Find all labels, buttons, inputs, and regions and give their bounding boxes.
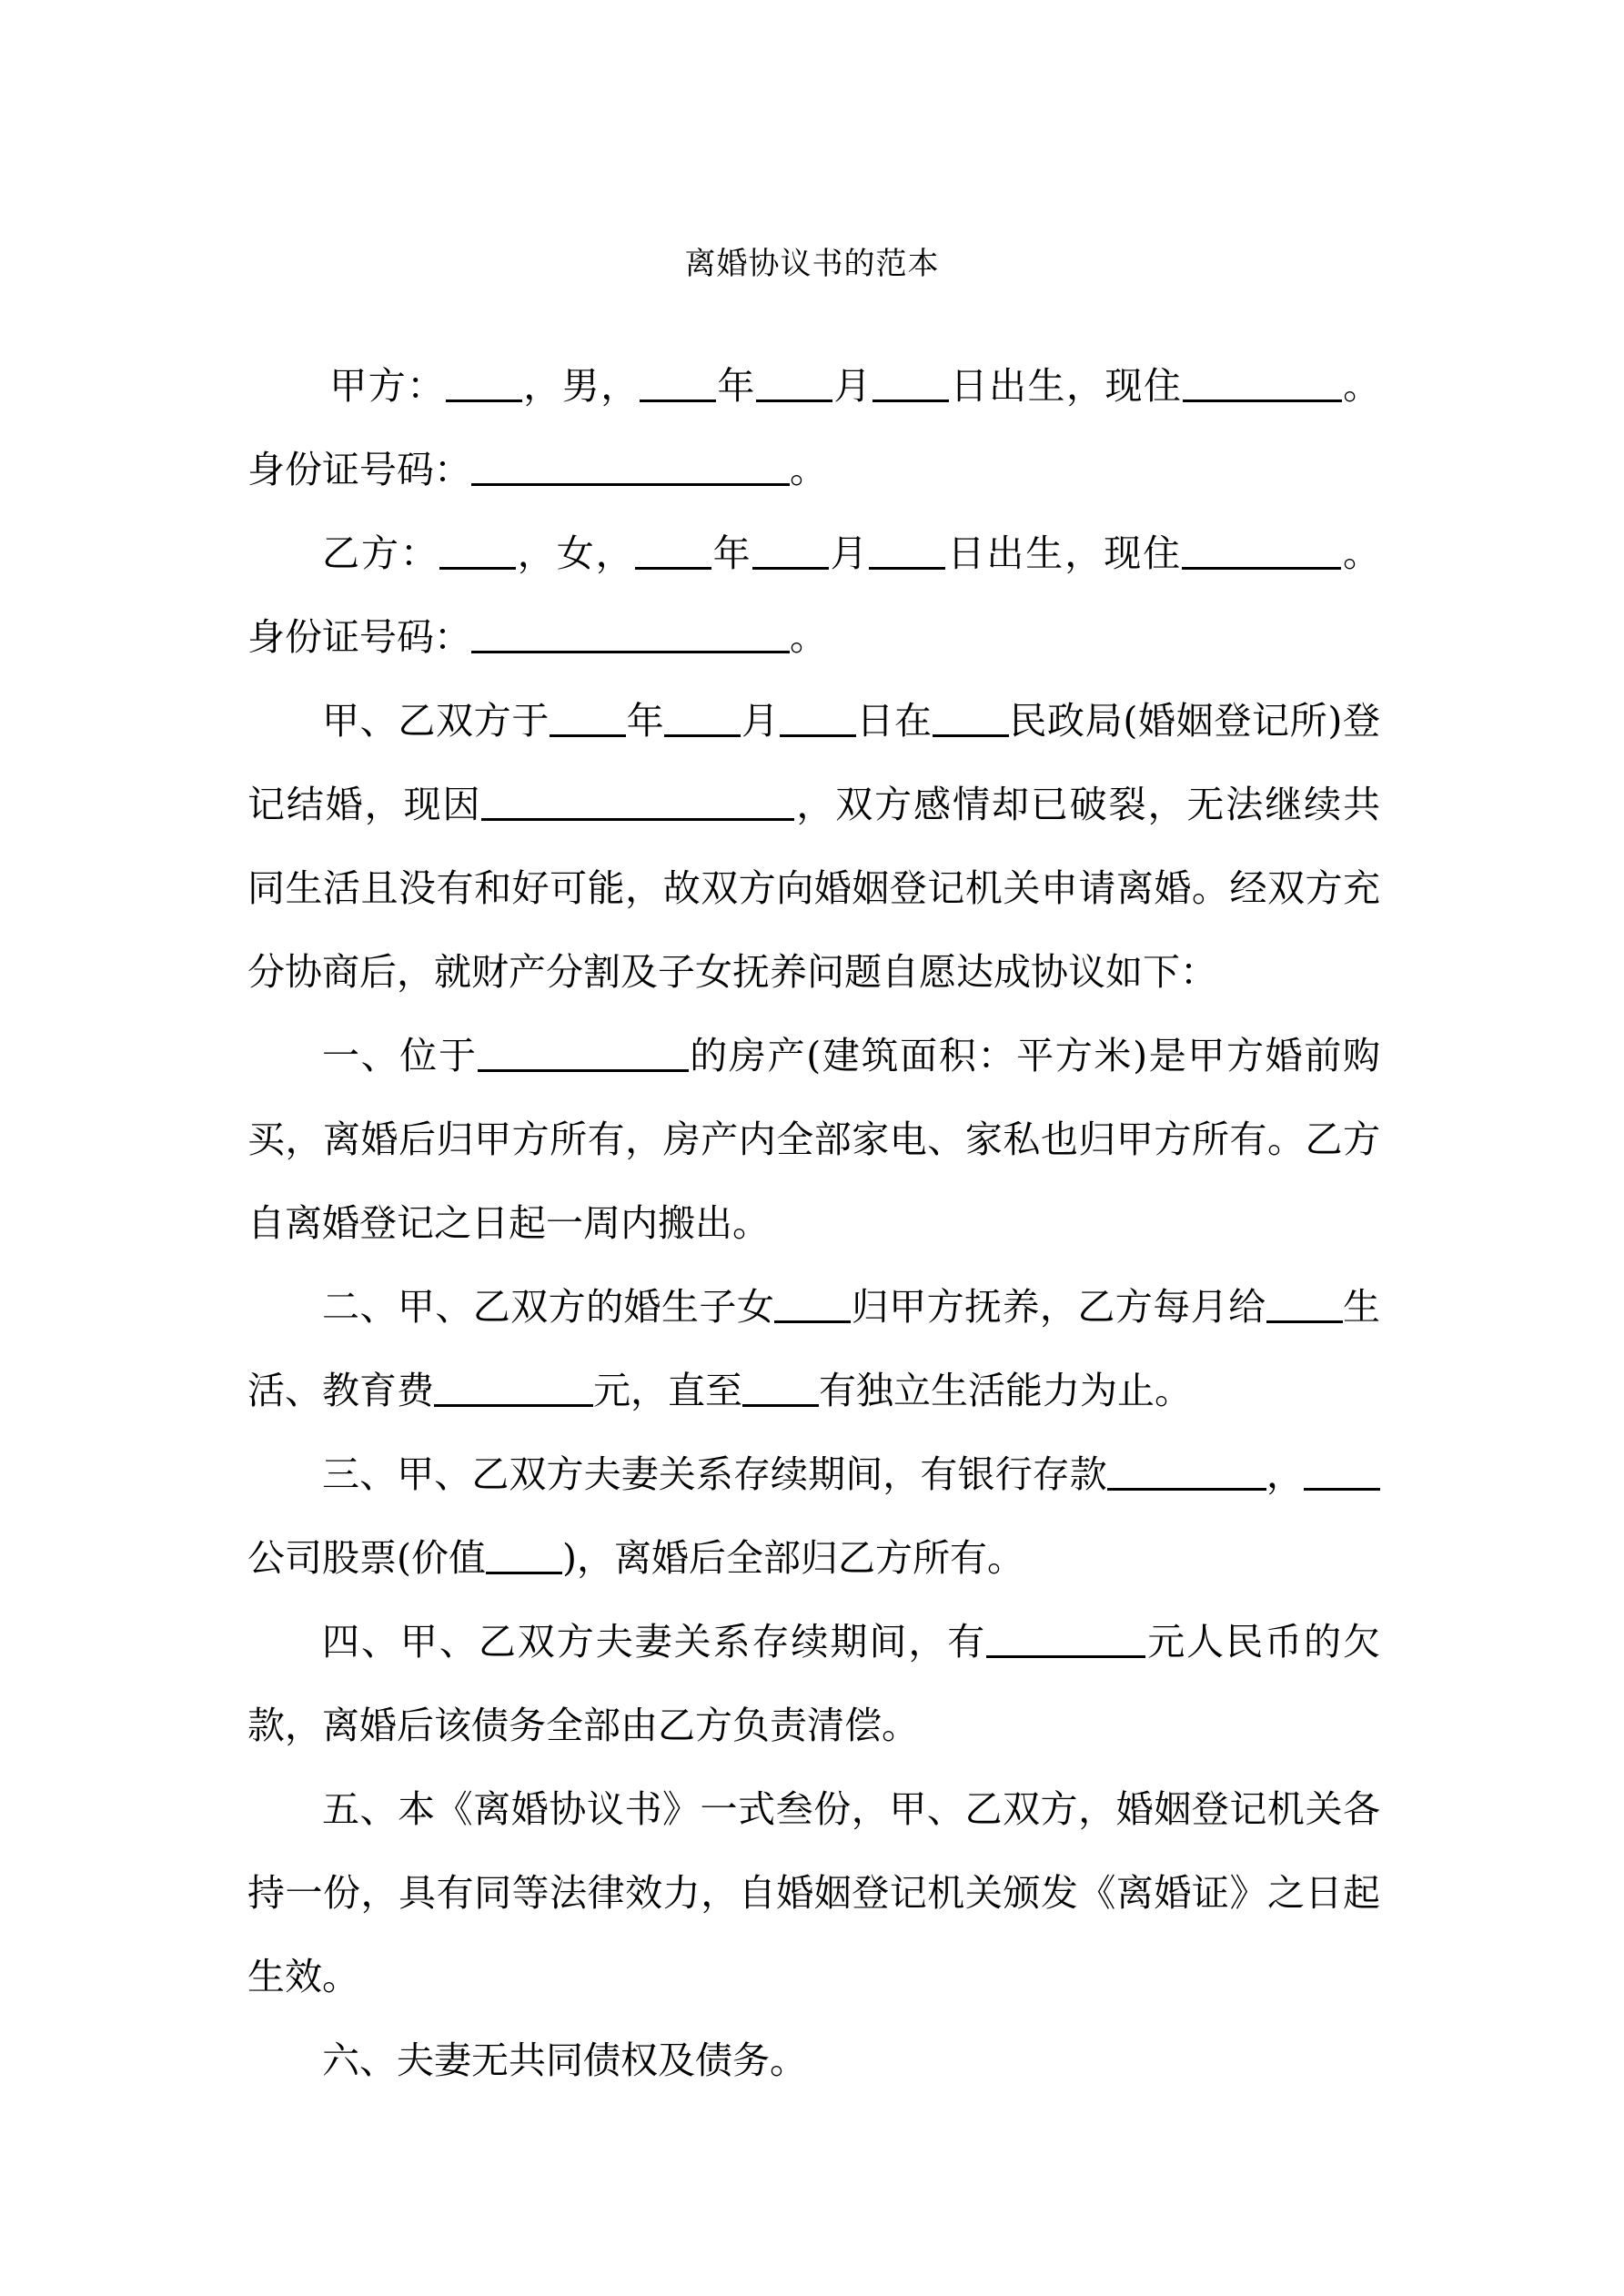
text-span: 。身份证号码： [247,364,1381,491]
party-b-paragraph [247,511,1380,679]
clause-6-paragraph [247,2018,1380,2102]
blank-id-number [471,615,790,653]
text-span: 年 [715,364,756,408]
blank-year [640,364,716,402]
blank-amount [434,1369,593,1407]
blank-year [635,531,711,570]
clause-4-paragraph [247,1600,1380,1767]
blank-debt-amount [986,1620,1145,1658]
text-span: 三、甲、乙双方夫妻关系存续期间，有银行存款 [322,1452,1107,1496]
clause-5-paragraph [247,1767,1380,2018]
text-span: 有独立生活能力为止。 [819,1369,1192,1412]
text-span: 四、甲、乙双方夫妻关系存续期间，有 [322,1620,987,1664]
blank-deposit [1107,1452,1266,1491]
text-span: 六、夫妻无共同债权及债务。 [322,2038,807,2082]
text-span: 日出生，现住 [945,531,1183,575]
marriage-paragraph [247,679,1380,1014]
blank-child-name-2 [742,1369,819,1407]
text-span: 的房产(建筑面积：平方米)是甲方婚前购买，离婚后归甲方所有，房产内全部家电、家私也归甲方所有。乙方自离婚登记之日起一周内搬出。 [247,1034,1380,1245]
clause-2-paragraph [247,1265,1380,1432]
text-span: 月 [741,699,780,743]
blank-stock-value [486,1536,562,1574]
text-span: ，男， [521,364,640,408]
text-span: 。身份证号码： [247,531,1381,659]
text-span: )，离婚后全部归乙方所有。 [562,1536,1024,1580]
text-span: 归甲方抚养，乙方每月给 [851,1285,1266,1329]
text-span: 民政局(婚姻登记所)登记结婚，现因 [247,699,1381,826]
blank-address [1183,364,1342,402]
blank-month [664,699,741,737]
text-span: 甲、乙双方于 [322,699,550,743]
text-span: ，双方感情却已破裂，无法继续共同生活且没有和好可能，故双方向婚姻登记机关申请离婚。经双方充分协商后，就财产分割及子女抚养问题自愿达成协议如下： [247,783,1381,994]
text-span: 元人民币的欠款，离婚后该债务全部由乙方负责清偿。 [247,1620,1381,1747]
blank-month [752,531,829,570]
text-span: 一、位于 [322,1034,478,1077]
clause-1-paragraph [247,1014,1380,1265]
text-span: 月 [832,364,873,408]
blank-day [869,531,945,570]
blank-name [446,364,522,402]
text-span: 日出生，现住 [948,364,1183,408]
blank-child [774,1285,851,1323]
blank-name [439,531,516,570]
text-span: 乙方： [322,531,439,575]
blank-location [933,699,1009,737]
blank-year [550,699,626,737]
blank-id-number [471,448,790,486]
clause-3-paragraph [247,1432,1380,1600]
blank-month [756,364,832,402]
blank-reason [481,783,794,821]
text-span: 月 [828,531,870,575]
text-span: 。 [790,448,827,491]
text-span: ， [1266,1452,1305,1496]
blank-child-name [1266,1285,1343,1323]
party-a-paragraph [247,344,1380,511]
document-body [247,344,1380,2102]
text-span: 公司股票(价值 [247,1536,486,1580]
blank-day [780,699,856,737]
text-span: 五、本《离婚协议书》一式叁份，甲、乙双方，婚姻登记机关各持一份，具有同等法律效力，自婚姻登记机关颁发《离婚证》之日起生效。 [247,1787,1380,1998]
text-span: 年 [626,699,665,743]
blank-address [1182,531,1341,570]
text-span: 二、甲、乙双方的婚生子女 [322,1285,775,1329]
blank-property-location [478,1034,689,1072]
text-span: 。 [790,615,827,659]
text-span: 甲方： [329,364,446,408]
blank-company [1304,1452,1380,1491]
page-title: 离婚协议书的范本 [684,246,940,282]
text-span: 日在 [855,699,933,743]
text-span: 年 [711,531,752,575]
blank-day [873,364,949,402]
text-span: 元，直至 [593,1369,742,1412]
text-span: 生活、教育费 [247,1285,1381,1412]
text-span: ，女， [515,531,635,575]
